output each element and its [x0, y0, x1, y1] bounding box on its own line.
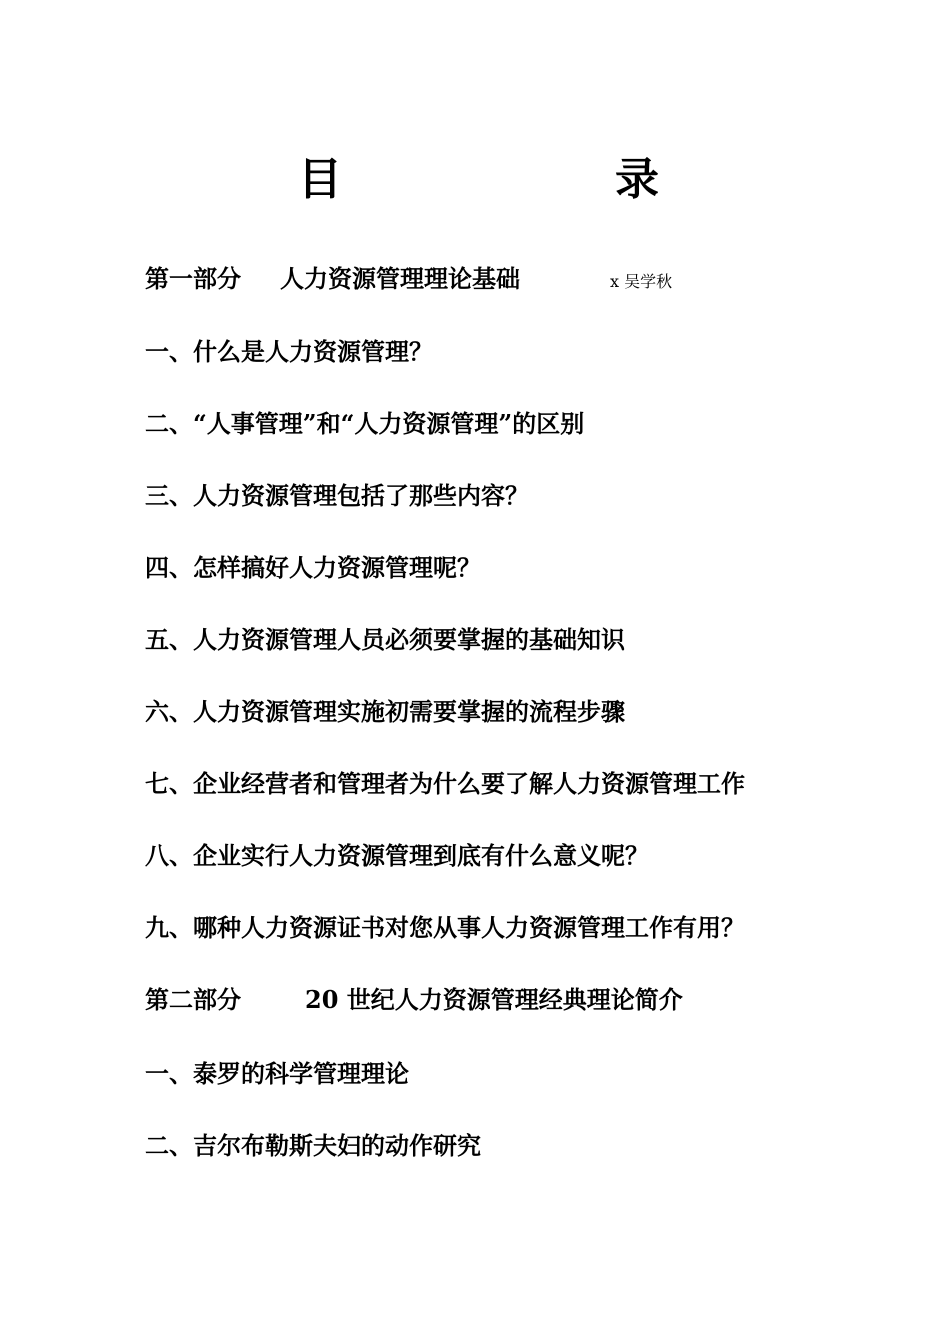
- toc-item: 一、泰罗的科学管理理论: [145, 1059, 409, 1088]
- toc-item: 七、企业经营者和管理者为什么要了解人力资源管理工作: [145, 769, 745, 798]
- toc-item: 九、哪种人力资源证书对您从事人力资源管理工作有用？: [145, 913, 745, 942]
- toc-item: 四、怎样搞好人力资源管理呢？: [145, 553, 481, 582]
- part2-title: 20 世纪人力资源管理经典理论简介: [305, 985, 683, 1014]
- toc-title-left: 目: [298, 154, 342, 205]
- toc-title-right: 录: [615, 154, 659, 205]
- part1-title: 人力资源管理理论基础: [280, 264, 520, 293]
- toc-item: 一、什么是人力资源管理？: [145, 337, 433, 366]
- toc-item: 八、企业实行人力资源管理到底有什么意义呢？: [145, 841, 649, 870]
- toc-item: 二、吉尔布勒斯夫妇的动作研究: [145, 1131, 481, 1160]
- toc-item: 六、人力资源管理实施初需要掌握的流程步骤: [145, 697, 625, 726]
- author-name: x 吴学秋: [610, 272, 673, 291]
- toc-item: 二、“人事管理”和“人力资源管理”的区别: [145, 409, 585, 438]
- toc-item: 三、人力资源管理包括了那些内容？: [145, 481, 529, 510]
- part1-label: 第一部分: [145, 264, 241, 293]
- part2-label: 第二部分: [145, 985, 241, 1014]
- toc-item: 五、人力资源管理人员必须要掌握的基础知识: [145, 625, 625, 654]
